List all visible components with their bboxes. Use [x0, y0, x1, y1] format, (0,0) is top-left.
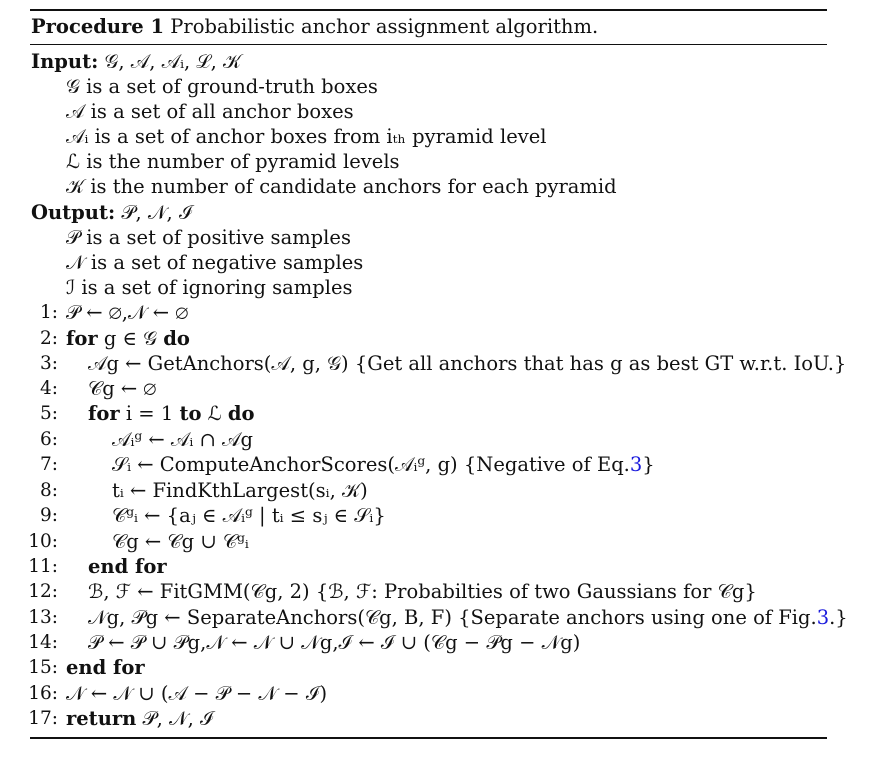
equation-ref-link[interactable]: 3	[629, 453, 643, 476]
step-text: 𝒞g ← ∅	[88, 377, 157, 400]
algorithm-step	[0, 351, 880, 377]
output-desc-text: ℐ is a set of ignoring samples	[66, 276, 353, 299]
line-number: 16:	[28, 683, 58, 704]
input-desc	[0, 74, 880, 100]
output-desc	[0, 275, 880, 301]
input-label: Input:	[31, 50, 99, 73]
input-vars: 𝒢, 𝒜, 𝒜ᵢ, ℒ, 𝒦	[104, 50, 242, 73]
step-text: 𝒞ᵍᵢ ← {aⱼ ∈ 𝒜ᵢᵍ | tᵢ ≤ sⱼ ∈ 𝒮ᵢ}	[112, 504, 386, 527]
line-number: 9:	[39, 505, 58, 526]
step-text: 𝒜g ← GetAnchors(𝒜, g, 𝒢) {Get all anchors that has g as best GT w.r.t. IoU.}	[88, 352, 847, 375]
top-rule	[30, 9, 827, 11]
output-desc-text: 𝒩 is a set of negative samples	[66, 251, 364, 274]
algorithm-step	[0, 529, 880, 555]
algorithm-step	[0, 605, 880, 631]
procedure-title	[0, 14, 880, 40]
line-number: 11:	[28, 556, 58, 577]
algorithm-step	[0, 478, 880, 504]
output-label: Output:	[31, 201, 116, 224]
line-number: 10:	[28, 531, 58, 552]
step-text: 𝒜ᵢᵍ ← 𝒜ᵢ ∩ 𝒜g	[112, 428, 253, 451]
output-vars: 𝒫, 𝒩, ℐ	[121, 201, 193, 224]
output-desc	[0, 225, 880, 251]
step-text: ℬ, ℱ ← FitGMM(𝒞g, 2) {ℬ, ℱ: Probabilties of two Gaussians for 𝒞g}	[88, 580, 757, 603]
step-text: 𝒫 ← ∅,𝒩 ← ∅	[66, 301, 189, 324]
output-desc	[0, 250, 880, 276]
input-desc	[0, 124, 880, 150]
step-text: i = 1	[119, 402, 180, 425]
algorithm-step	[0, 376, 880, 402]
step-text: g ∈ 𝒢	[97, 327, 164, 350]
input-desc	[0, 174, 880, 200]
input-desc-text: ℒ is the number of pyramid levels	[66, 150, 400, 173]
line-number: 4:	[39, 378, 58, 399]
output-desc-text: 𝒫 is a set of positive samples	[66, 226, 351, 249]
line-number: 15:	[28, 657, 58, 678]
input-desc-text: 𝒜 is a set of all anchor boxes	[66, 100, 354, 123]
line-number: 5:	[39, 403, 58, 424]
input-desc	[0, 99, 880, 125]
algorithm-step	[0, 300, 880, 326]
keyword-for: for	[88, 402, 120, 425]
step-text: 𝒫 ← 𝒫 ∪ 𝒫g,𝒩 ← 𝒩 ∪ 𝒩g,ℐ ← ℐ ∪ (𝒞g − 𝒫g − 𝒩g)	[88, 631, 581, 654]
step-text: .}	[829, 606, 848, 629]
keyword-do: do	[163, 327, 190, 350]
line-number: 3:	[39, 353, 58, 374]
bottom-rule	[30, 737, 827, 739]
figure-ref-link[interactable]: 3	[816, 606, 830, 629]
line-number: 6:	[39, 429, 58, 450]
header-rule	[30, 44, 827, 45]
line-number: 12:	[28, 581, 58, 602]
keyword-to: to	[179, 402, 202, 425]
step-text: 𝒞g ← 𝒞g ∪ 𝒞ᵍᵢ	[112, 530, 249, 553]
algorithm-step	[0, 706, 880, 732]
algorithm-step	[0, 452, 880, 478]
line-number: 2:	[39, 328, 58, 349]
algorithm-step	[0, 579, 880, 605]
algorithm-step	[0, 681, 880, 707]
input-desc-text: 𝒦 is the number of candidate anchors for each pyramid	[66, 175, 617, 198]
step-text: tᵢ ← FindKthLargest(sᵢ, 𝒦)	[112, 479, 368, 502]
procedure-label: Procedure 1	[31, 15, 165, 38]
output-line	[0, 200, 880, 226]
algorithm-step	[0, 655, 880, 681]
line-number: 14:	[28, 632, 58, 653]
keyword-end-for: end for	[66, 656, 145, 679]
input-line	[0, 49, 880, 75]
step-text: 𝒩 ← 𝒩 ∪ (𝒜 − 𝒫 − 𝒩 − ℐ)	[66, 682, 328, 705]
procedure-title-text: Probabilistic anchor assignment algorithm.	[170, 15, 599, 38]
keyword-return: return	[66, 707, 137, 730]
keyword-for: for	[66, 327, 98, 350]
step-text: }	[642, 453, 655, 476]
algorithm-step	[0, 427, 880, 453]
line-number: 7:	[39, 454, 58, 475]
algorithm-step	[0, 401, 880, 427]
input-desc-text: 𝒢 is a set of ground-truth boxes	[66, 75, 378, 98]
algorithm-step	[0, 326, 880, 352]
line-number: 13:	[28, 607, 58, 628]
input-desc-text: 𝒜ᵢ is a set of anchor boxes from iₜₕ pyramid level	[66, 125, 547, 148]
algorithm-step	[0, 630, 880, 656]
keyword-end-for: end for	[88, 555, 167, 578]
line-number: 8:	[39, 480, 58, 501]
step-text: 𝒫, 𝒩, ℐ	[136, 707, 214, 730]
step-text: ℒ	[201, 402, 228, 425]
algorithm-step	[0, 554, 880, 580]
input-desc	[0, 149, 880, 175]
algorithm-step	[0, 503, 880, 529]
keyword-do: do	[227, 402, 255, 425]
line-number: 1:	[39, 302, 58, 323]
line-number: 17:	[28, 708, 58, 729]
step-text: 𝒩g, 𝒫g ← SeparateAnchors(𝒞g, B, F) {Separate anchors using one of Fig.	[88, 606, 817, 629]
step-text: 𝒮ᵢ ← ComputeAnchorScores(𝒜ᵢᵍ, g) {Negative of Eq.	[112, 453, 630, 476]
